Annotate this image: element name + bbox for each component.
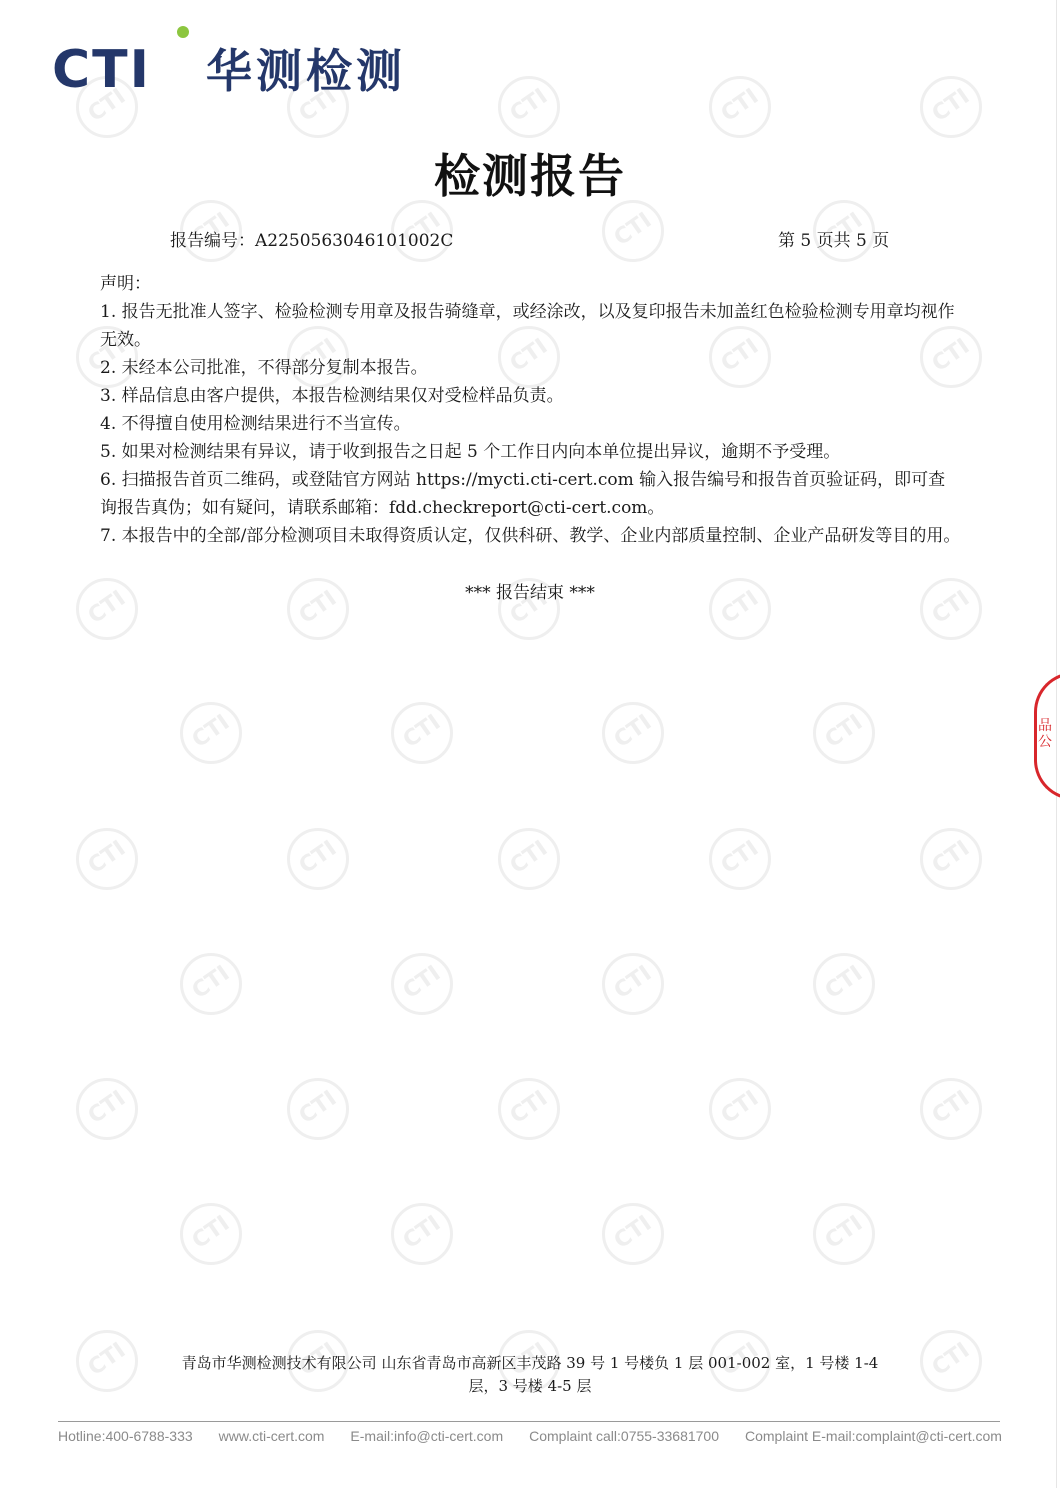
statement-item: 7. 本报告中的全部/部分检测项目未取得资质认定，仅供科研、教学、企业内部质量控制、企业产品研发等目的用。 (100, 526, 961, 546)
footer-contact-bar (58, 1428, 1002, 1444)
cti-watermark-icon (920, 828, 982, 890)
statement-item: 6. 扫描报告首页二维码，或登陆官方网站 https://mycti.cti-cert.com 输入报告编号和报告首页验证码，即可查询报告真伪；如有疑问，请联系邮箱：fdd.checkreport@cti-cert.com。 (100, 470, 946, 518)
cti-watermark-icon (498, 76, 560, 138)
cti-watermark-icon (920, 1078, 982, 1140)
page-indicator: 第 5 页共 5 页 (778, 231, 890, 251)
footer-email: E-mail:info@cti-cert.com (350, 1428, 504, 1444)
footer-complaint-call: Complaint call:0755-33681700 (529, 1428, 720, 1444)
cti-watermark-icon (813, 953, 875, 1015)
statement-item: 1. 报告无批准人签字、检验检测专用章及报告骑缝章，或经涂改，以及复印报告未加盖红色检验检测专用章均视作无效。 (100, 302, 955, 350)
cti-watermark-icon (709, 828, 771, 890)
cti-watermark-icon (709, 76, 771, 138)
footer-divider (58, 1421, 1000, 1422)
cti-watermark-icon (813, 702, 875, 764)
seal-text: 品 公 (1038, 718, 1052, 750)
document-title: 检测报告 (434, 149, 626, 203)
footer-hotline: Hotline:400-6788-333 (58, 1428, 193, 1444)
cti-watermark-icon (602, 702, 664, 764)
statement-item: 5. 如果对检测结果有异议，请于收到报告之日起 5 个工作日内向本单位提出异议，逾期不予受理。 (100, 442, 841, 462)
cti-watermark-icon (76, 828, 138, 890)
cti-watermark-icon (498, 828, 560, 890)
address-line-1: 青岛市华测检测技术有限公司 山东省青岛市高新区丰茂路 39 号 1 号楼负 1 层 001-002 室，1 号楼 1-4 (181, 1354, 879, 1372)
cti-watermark-icon (813, 1203, 875, 1265)
cti-watermark-icon (391, 1203, 453, 1265)
footer-website: www.cti-cert.com (218, 1428, 325, 1444)
statement-item: 4. 不得擅自使用检测结果进行不当宣传。 (100, 414, 411, 434)
address-line-2: 层，3 号楼 4-5 层 (468, 1377, 592, 1395)
report-number: 报告编号：A2250563046101002C (170, 231, 454, 251)
statement-item: 3. 样品信息由客户提供，本报告检测结果仅对受检样品负责。 (100, 386, 564, 406)
cti-watermark-icon (287, 1078, 349, 1140)
logo-brand-text: CTI (52, 40, 151, 100)
cti-watermark-icon (391, 702, 453, 764)
cti-watermark-icon (76, 1078, 138, 1140)
cti-watermark-icon (602, 953, 664, 1015)
cti-watermark-icon (602, 1203, 664, 1265)
cti-watermark-icon (180, 1203, 242, 1265)
cti-watermark-icon (180, 953, 242, 1015)
cti-watermark-icon (180, 702, 242, 764)
cti-watermark-icon (391, 953, 453, 1015)
logo-chinese-name: 华测检测 (206, 44, 406, 98)
statement-section (100, 270, 962, 550)
cti-watermark-icon (709, 1078, 771, 1140)
report-end-mark: *** 报告结束 *** (465, 583, 595, 603)
footer-complaint-email: Complaint E-mail:complaint@cti-cert.com (745, 1428, 1002, 1444)
cti-watermark-icon (920, 76, 982, 138)
statement-item: 2. 未经本公司批准，不得部分复制本报告。 (100, 358, 428, 378)
logo-green-dot-icon (177, 26, 189, 38)
company-address (0, 1352, 1060, 1398)
cti-watermark-icon (287, 828, 349, 890)
cti-watermark-icon (602, 200, 664, 262)
statement-heading: 声明： (100, 274, 151, 294)
cti-watermark-icon (498, 1078, 560, 1140)
